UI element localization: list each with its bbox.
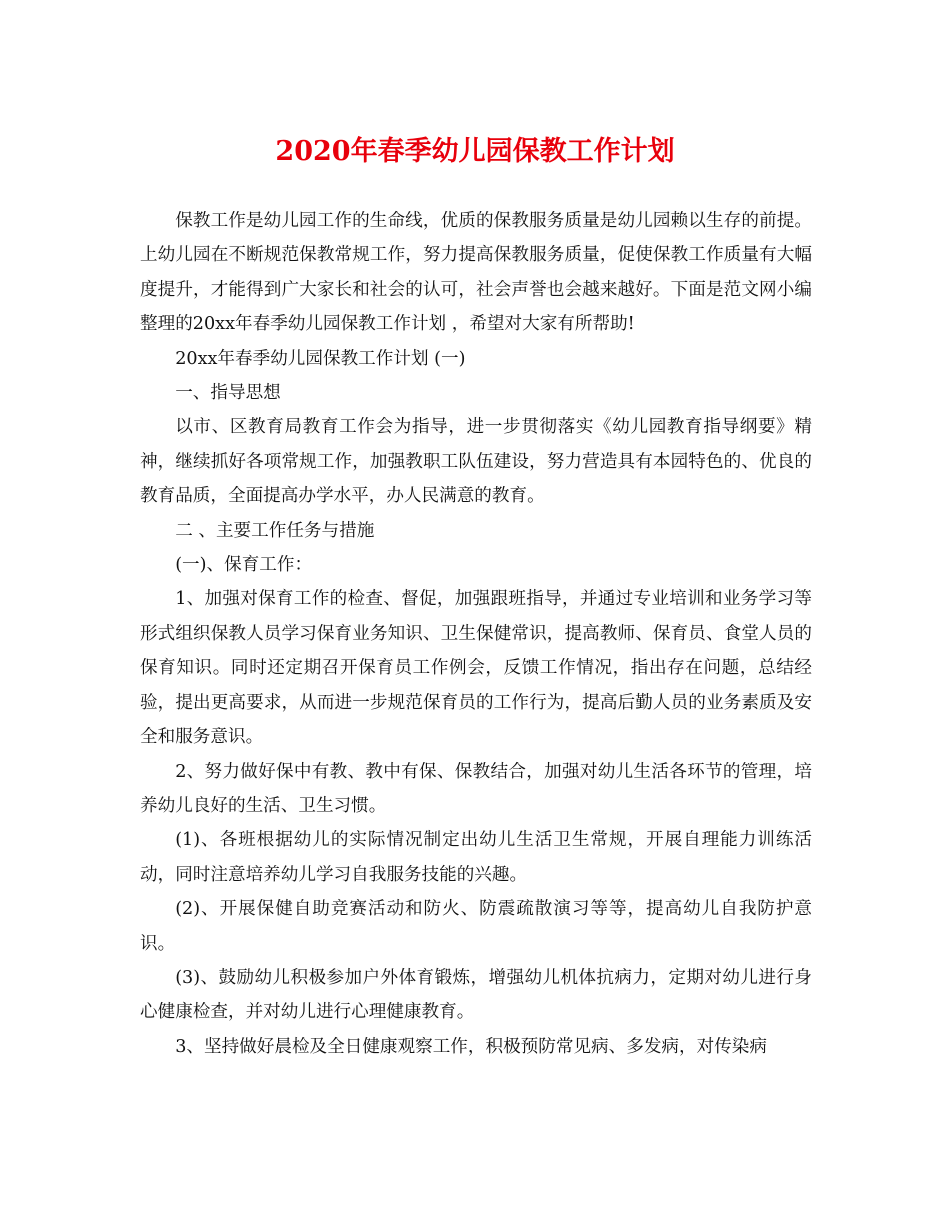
paragraph-item-2: 2、努力做好保中有教、教中有保、保教结合，加强对幼儿生活各环节的管理，培养幼儿良好的生活、卫生习惯。 bbox=[140, 761, 812, 816]
paragraph-subitem-3: (3)、鼓励幼儿积极参加户外体育锻炼，增强幼儿机体抗病力，定期对幼儿进行身心健康检查，并对幼儿进行心理健康教育。 bbox=[140, 967, 812, 1023]
document-body bbox=[140, 204, 812, 1064]
paragraph-item-3: 3、坚持做好晨检及全日健康观察工作，积极预防常见病、多发病，对传染病 bbox=[175, 1036, 767, 1057]
paragraph-guiding-ideology: 以市、区教育局教育工作会为指导，进一步贯彻落实《幼儿园教育指导纲要》精神，继续抓好各项常规工作，加强教职工队伍建设，努力营造具有本园特色的、优良的教育品质，全面提高办学水平，办人民满意的教育。 bbox=[140, 417, 812, 507]
paragraph-plan-heading: 20xx年春季幼儿园保教工作计划 (一) bbox=[175, 348, 466, 369]
paragraph-subitem-1: (1)、各班根据幼儿的实际情况制定出幼儿生活卫生常规，开展自理能力训练活动，同时注意培养幼儿学习自我服务技能的兴趣。 bbox=[140, 830, 812, 885]
paragraph-intro: 保教工作是幼儿园工作的生命线，优质的保教服务质量是幼儿园赖以生存的前提。上幼儿园在不断规范保教常规工作，努力提高保教服务质量，促使保教工作质量有大幅度提升，才能得到广大家长和社会的认可，社会声誉也会越来越好。下面是范文网小编整理的20xx年春季幼儿园保教工作计划 ，希望对大家有所帮助! bbox=[140, 211, 812, 335]
section-heading-main-tasks: 二 、主要工作任务与措施 bbox=[175, 520, 375, 541]
paragraph-item-1: 1、加强对保育工作的检查、督促，加强跟班指导，并通过专业培训和业务学习等形式组织保教人员学习保育业务知识、卫生保健常识，提高教师、保育员、食堂人员的保育知识。同时还定期召开保育员工作例会，反馈工作情况，指出存在问题，总结经验，提出更高要求，从而进一步规范保育员的工作行为，提高后勤人员的业务素质及安全和服务意识。 bbox=[140, 589, 812, 748]
paragraph-subitem-2: (2)、开展保健自助竞赛活动和防火、防震疏散演习等等，提高幼儿自我防护意识。 bbox=[140, 899, 812, 954]
document-title: 2020年春季幼儿园保教工作计划 bbox=[275, 136, 675, 167]
section-heading-guiding-ideology: 一、指导思想 bbox=[175, 383, 281, 404]
subsection-heading-childcare: (一)、保育工作： bbox=[175, 555, 313, 576]
